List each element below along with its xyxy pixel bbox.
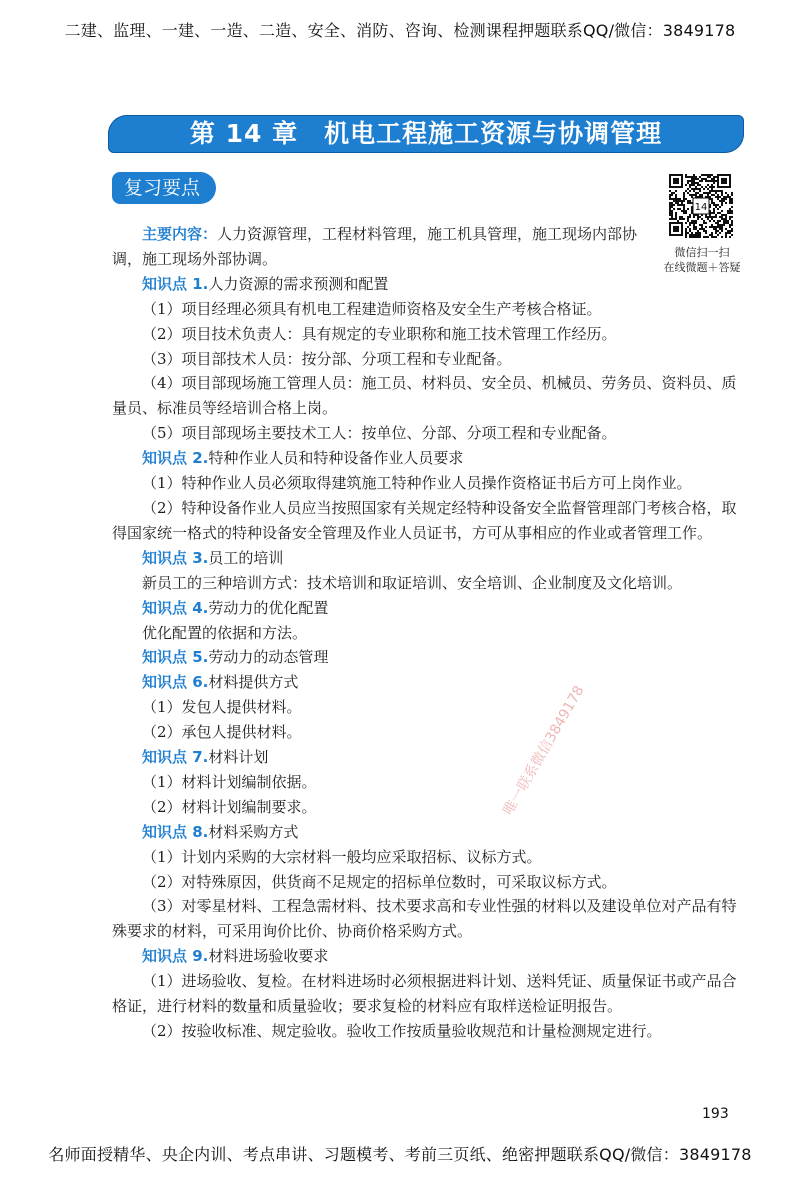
page-number: 193	[702, 1106, 729, 1122]
kp1-heading	[112, 272, 740, 297]
section-header	[112, 172, 216, 204]
qr-caption-scan: 微信扫一扫	[674, 246, 730, 259]
kp1-item-4: （4）项目部现场施工管理人员：施工员、材料员、安全员、机械员、劳务员、资料员、质量员、标准员等经培训合格上岗。	[112, 374, 737, 418]
kp7-label: 知识点 7.	[142, 748, 209, 767]
bottom-banner: 名师面授精华、央企内训、考点串讲、习题模考、考前三页纸、绝密押题联系QQ/微信：3849178	[48, 1145, 752, 1164]
intro-text: 人力资源管理，工程材料管理，施工机具管理，施工现场内部协调，施工现场外部协调。	[112, 225, 638, 268]
kp1-item-2: （2）项目技术负责人：具有规定的专业职称和施工技术管理工作经历。	[142, 324, 617, 343]
kp7-item-1: （1）材料计划编制依据。	[142, 772, 317, 791]
kp2-label: 知识点 2.	[142, 449, 209, 468]
kp2-item-2: （2）特种设备作业人员应当按照国家有关规定经特种设备安全监督管理部门考核合格，取得国家统一格式的特种设备安全管理及作业人员证书，方可从事相应的作业或者管理工作。	[112, 498, 737, 542]
kp8-item-2: （2）对特殊原因，供货商不足规定的招标单位数时，可采取议标方式。	[142, 872, 617, 891]
kp9-item-2: （2）按验收标准、规定验收。验收工作按质量验收规范和计量检测规定进行。	[142, 1022, 662, 1040]
kp3-text: 新员工的三种培训方式：技术培训和取证培训、安全培训、企业制度及文化培训。	[142, 573, 683, 592]
kp8-item-3: （3）对零星材料、工程急需材料、技术要求高和专业性强的材料以及建设单位对产品有特殊要求的材料，可采用询价比价、协商价格采购方式。	[112, 897, 737, 941]
kp8-label: 知识点 8.	[142, 822, 209, 841]
kp6-item-2: （2）承包人提供材料。	[142, 723, 302, 742]
kp1-title: 人力资源的需求预测和配置	[208, 274, 389, 293]
kp2-title: 特种作业人员和特种设备作业人员要求	[208, 449, 464, 468]
kp6-label: 知识点 6.	[142, 673, 209, 692]
kp6-item-1: （1）发包人提供材料。	[142, 698, 302, 717]
watermark: 唯一联系微信3849178	[500, 683, 588, 818]
kp8-heading	[112, 820, 740, 845]
kp9-label: 知识点 9.	[142, 947, 209, 966]
kp1-item-5: （5）项目部现场主要技术工人：按单位、分部、分项工程和专业配备。	[142, 424, 617, 443]
kp1-label: 知识点 1.	[142, 274, 209, 293]
kp4-text: 优化配置的依据和方法。	[142, 623, 308, 642]
top-banner: 二建、监理、一建、一造、二造、安全、消防、咨询、检测课程押题联系QQ/微信：3849178	[64, 21, 736, 40]
kp3-label: 知识点 3.	[142, 548, 209, 567]
kp2-heading	[112, 446, 740, 471]
kp5-label: 知识点 5.	[142, 648, 209, 667]
kp9-title: 材料进场验收要求	[208, 947, 329, 966]
section-title: 复习要点	[124, 177, 201, 199]
qr-caption-help: 在线微题＋答疑	[663, 261, 741, 274]
kp3-heading	[112, 546, 740, 571]
kp2-item-1: （1）特种作业人员必须取得建筑施工特种作业人员操作资格证书后方可上岗作业。	[142, 474, 692, 493]
kp4-heading	[112, 596, 740, 621]
kp8-item-1: （1）计划内采购的大宗材料一般均应采取招标、议标方式。	[142, 847, 542, 866]
intro-lead: 主要内容：	[142, 225, 218, 243]
qr-code-number: 14	[694, 202, 708, 213]
review-points-body	[112, 222, 740, 1044]
kp7-item-2: （2）材料计划编制要求。	[142, 797, 317, 816]
intro-paragraph	[112, 222, 652, 272]
chapter-header	[108, 115, 744, 153]
kp5-heading	[112, 645, 740, 670]
chapter-title: 第 14 章 机电工程施工资源与协调管理	[189, 119, 663, 148]
kp1-item-3: （3）项目部技术人员：按分部、分项工程和专业配备。	[142, 349, 512, 368]
kp7-title: 材料计划	[208, 748, 269, 767]
kp4-label: 知识点 4.	[142, 598, 209, 617]
kp3-title: 员工的培训	[208, 548, 284, 567]
kp9-item-1: （1）进场验收、复检。在材料进场时必须根据进料计划、送料凭证、质量保证书或产品合格证，进行材料的数量和质量验收；要求复检的材料应有取样送检证明报告。	[112, 972, 737, 1016]
kp8-title: 材料采购方式	[208, 822, 299, 841]
kp6-heading	[112, 670, 740, 695]
kp7-heading	[112, 745, 740, 770]
kp6-title: 材料提供方式	[208, 673, 299, 692]
kp9-heading	[112, 944, 740, 969]
kp4-title: 劳动力的优化配置	[208, 598, 329, 617]
kp5-title: 劳动力的动态管理	[208, 648, 329, 667]
kp1-item-1: （1）项目经理必须具有机电工程建造师资格及安全生产考核合格证。	[142, 299, 602, 318]
